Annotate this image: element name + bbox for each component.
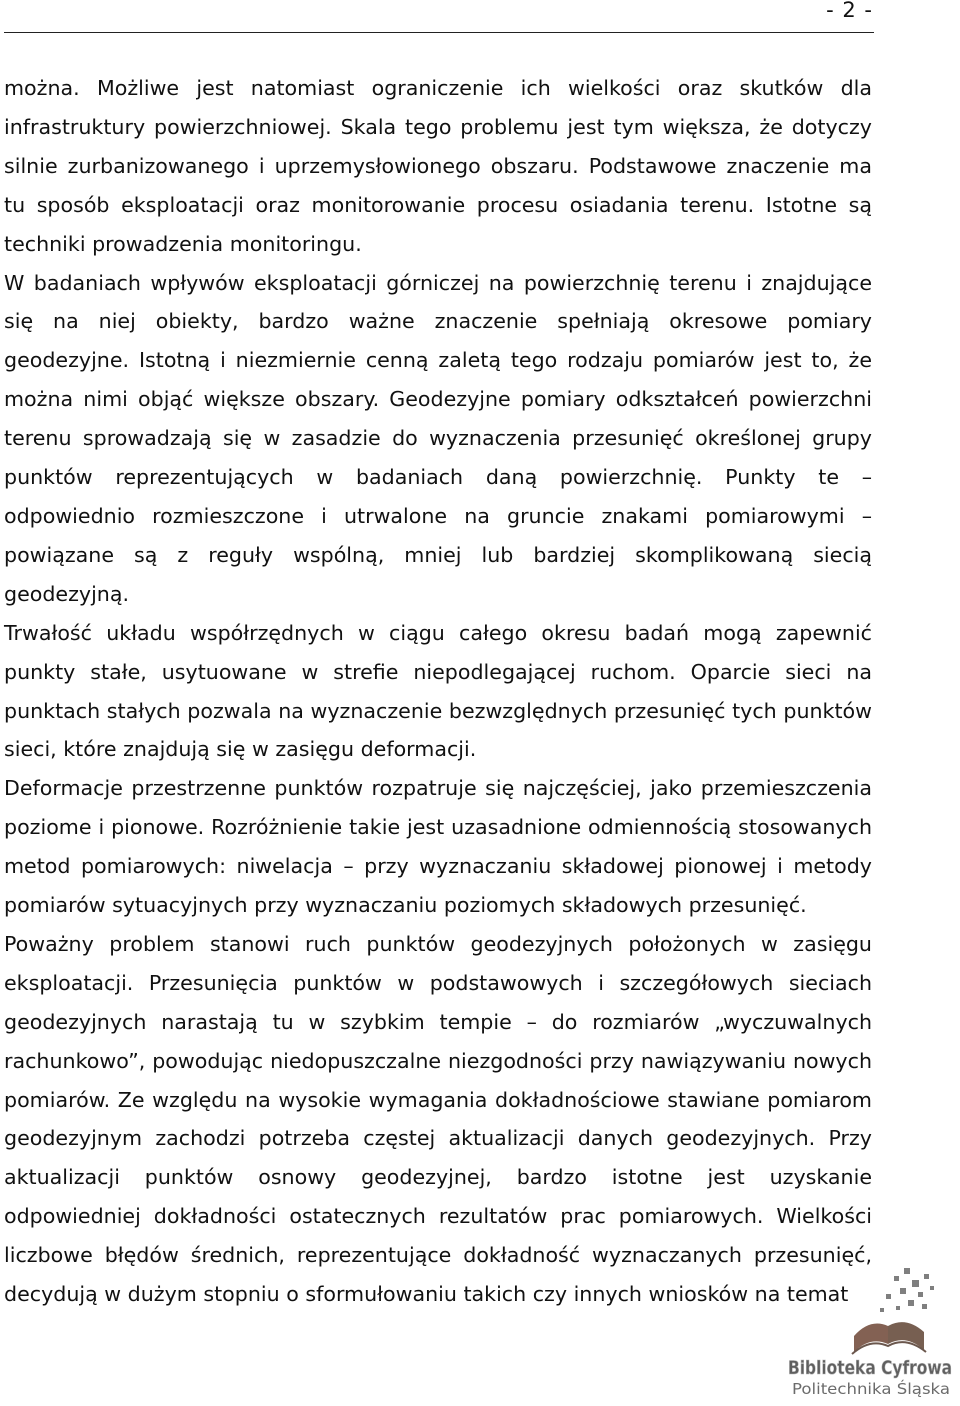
book-icon bbox=[852, 1322, 926, 1354]
paragraph: Deformacje przestrzenne punktów rozpatruje się najczęściej, jako przemieszczenia poziome i pionowe. Rozróżnienie takie jest uzasadnione odmiennością stosowanych metod pomiarowych: niwelacja – przy wyznaczaniu składowej pionowej i metody pomiarów sytuacyjnych przy wyznaczaniu poziomych składowych przesunięć. bbox=[4, 776, 872, 918]
paragraph: można. Możliwe jest natomiast ograniczenie ich wielkości oraz skutków dla infrastruktury powierzchniowej. Skala tego problemu jest tym większa, że dotyczy silnie zurbanizowanego i uprzemysłowionego obszaru. Podstawowe znaczenie ma tu sposób eksploatacji oraz monitorowanie procesu osiadania terenu. Istotne są techniki prowadzenia monitoringu. bbox=[4, 76, 872, 256]
pixel-dots-icon bbox=[880, 1268, 934, 1312]
watermark-subtitle: Politechnika Śląska bbox=[792, 1380, 936, 1398]
watermark-title: Biblioteka Cyfrowa bbox=[788, 1357, 952, 1379]
document-body bbox=[4, 69, 872, 1314]
paragraph: Poważny problem stanowi ruch punktów geodezyjnych położonych w zasięgu eksploatacji. Przesunięcia punktów w podstawowych i szczegółowych sieciach geodezyjnych narastają tu w szybkim tempie – do rozmiarów „wyczuwalnych rachunkowo”, powodując niedopuszczalne niezgodności przy nawiązywaniu nowych pomiarów. Ze względu na wysokie wymagania dokładnościowe stawiane pomiarom geodezyjnym zachodzi potrzeba częstej aktualizacji danych geodezyjnych. Przy aktualizacji punktów osnowy geodezyjnej, bardzo istotne jest uzyskanie odpowiedniej dokładności ostatecznych rezultatów prac pomiarowych. Wielkości liczbowe błędów średnich, reprezentujące dokładność wyznaczanych przesunięć, decydują w dużym stopniu o sformułowaniu takich czy innych wniosków na temat bbox=[4, 931, 872, 1307]
page-number: - 2 - bbox=[826, 0, 873, 22]
paragraph: Trwałość układu współrzędnych w ciągu całego okresu badań mogą zapewnić punkty stałe, usytuowane w strefie niepodlegającej ruchom. Oparcie sieci na punktach stałych pozwala na wyznaczenie bezwzględnych przesunięć tych punktów sieci, które znajdują się w zasięgu deformacji. bbox=[4, 620, 872, 762]
paragraph: W badaniach wpływów eksploatacji górniczej na powierzchnię terenu i znajdujące się na niej obiekty, bardzo ważne znaczenie spełniają okresowe pomiary geodezyjne. Istotną i niezmiernie cenną zaletą tego rodzaju pomiarów jest to, że można nimi objąć większe obszary. Geodezyjne pomiary odkształceń powierzchni terenu sprowadzają się w zasadzie do wyznaczenia przesunięć określonej grupy punktów reprezentujących w badaniach daną powierzchnię. Punkty te – odpowiednio rozmieszczone i utrwalone na gruncie znakami pomiarowymi – powiązane są z reguły wspólną, mniej lub bardziej skomplikowaną siecią geodezyjną. bbox=[4, 270, 872, 606]
header-rule bbox=[4, 32, 874, 33]
library-watermark-logo bbox=[784, 1264, 956, 1404]
